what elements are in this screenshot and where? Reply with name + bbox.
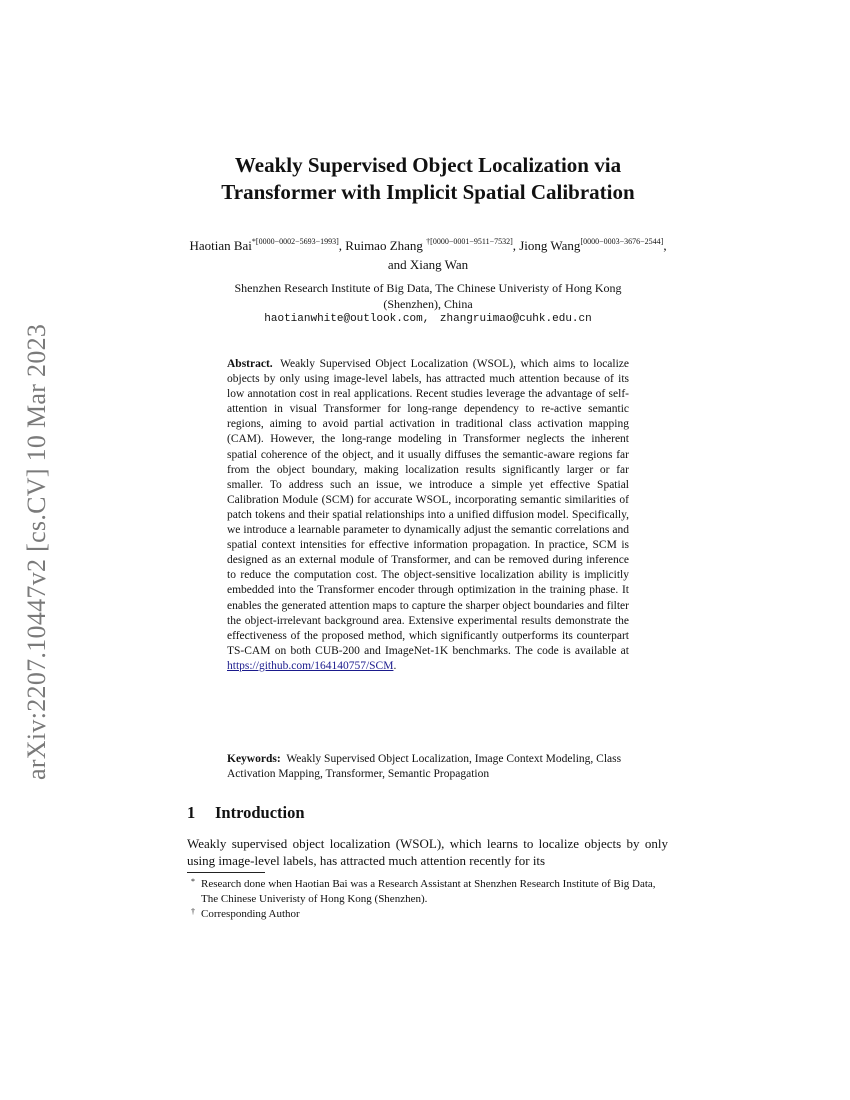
paper-title [160, 152, 696, 206]
abstract [227, 357, 629, 674]
author-name: Haotian Bai [189, 238, 252, 253]
keywords-text: Weakly Supervised Object Localization, Image Context Modeling, Class Activation Mapping, Transformer, Semantic Propagation [227, 753, 622, 780]
keywords [227, 752, 637, 782]
author-name: , and Xiang Wan [387, 238, 667, 272]
author-orcid: [0000−0003−3676−2544] [580, 237, 664, 246]
author-orcid: *[0000−0002−5693−1993] [251, 237, 339, 246]
arxiv-identifier-stamp: arXiv:2207.10447v2 [cs.CV] 10 Mar 2023 [22, 323, 51, 780]
keywords-label: Keywords: [227, 753, 281, 765]
footnote [187, 877, 670, 907]
author-name: , Jiong Wang [512, 238, 581, 253]
affiliation-line-2: (Shenzhen), China [383, 297, 473, 311]
abstract-end: . [393, 659, 397, 672]
author-name: , Ruimao Zhang [338, 238, 427, 253]
title-line-2: Transformer with Implicit Spatial Calibration [221, 180, 635, 204]
section-heading [187, 803, 305, 823]
footnote [187, 907, 670, 922]
affiliation-line-1: Shenzhen Research Institute of Big Data, The Chinese Univeristy of Hong Kong [234, 281, 622, 295]
code-repository-link[interactable]: https://github.com/164140757/SCM [227, 659, 394, 672]
footnote-text: Research done when Haotian Bai was a Research Assistant at Shenzhen Research Institute of Big Data, The Chinese Univeristy of Hong Kong (Shenzhen). [201, 878, 656, 905]
author-list [186, 232, 670, 274]
intro-paragraph: Weakly supervised object localization (WSOL), which learns to localize objects by only using image-level labels, has attracted much attention recently for its [187, 836, 668, 868]
footnote-text: Corresponding Author [201, 908, 300, 920]
footnote-rule [187, 872, 265, 873]
section-number: 1 [187, 803, 196, 822]
author-emails: haotianwhite@outlook.com, zhangruimao@cuhk.edu.cn [264, 313, 592, 325]
abstract-label: Abstract. [227, 358, 273, 370]
abstract-text: Weakly Supervised Object Localization (WSOL), which aims to localize objects by only using image-level labels, has attracted much attention because of its low annotation cost in real applications. Recent studies leverage the advantage of self-attention in visual Transformer for long-range dependency to re-active semantic regions, aiming to avoid partial activation in traditional class activation mapping (CAM). However, the long-range modeling in Transformer neglects the inherent spatial coherence of the object, and it usually diffuses the semantic-aware regions far from the object boundary, making localization results significantly larger or far smaller. To address such an issue, we introduce a simple yet effective Spatial Calibration Module (SCM) for accurate WSOL, incorporating semantic similarities of patch tokens and their spatial relationships into a unified diffusion model. Specifically, we introduce a learnable parameter to dynamically adjust the semantic correlations and spatial context intensities for effective information propagation. In practice, SCM is designed as an external module of Transformer, and can be removed during inference to reduce the computation cost. The object-sensitive localization ability is implicitly embedded into the Transformer encoder through optimization in the training phase. It enables the generated attention maps to capture the sharper object boundaries and filter the object-irrelevant background area. Extensive experimental results demonstrate the effectiveness of the proposed method, which significantly outperforms its counterpart TS-CAM on both CUB-200 and ImageNet-1K benchmarks. The code is available at [227, 358, 630, 657]
footnotes [187, 877, 670, 922]
author-orcid: †[0000−0001−9511−7532] [426, 237, 513, 246]
section-title: Introduction [215, 803, 305, 822]
affiliation [186, 280, 670, 312]
footnote-mark: † [191, 907, 195, 916]
title-line-1: Weakly Supervised Object Localization via [234, 153, 622, 177]
footnote-mark: * [191, 877, 195, 886]
